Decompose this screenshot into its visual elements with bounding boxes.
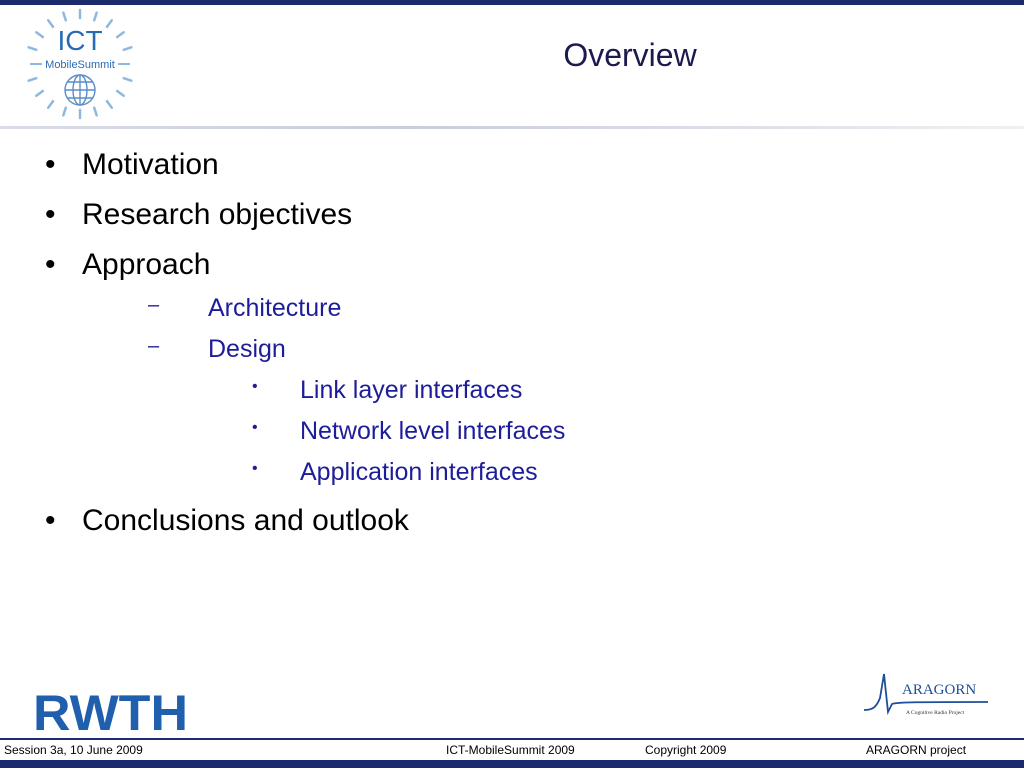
sun-ray	[63, 13, 65, 21]
sun-ray	[29, 78, 37, 80]
list-item-text: Motivation	[82, 148, 219, 181]
sun-ray	[29, 47, 37, 49]
footer-project: ARAGORN project	[866, 743, 967, 757]
bullet-icon: •	[252, 460, 258, 477]
sun-ray	[63, 108, 65, 116]
aragorn-logo	[862, 668, 990, 724]
footer-event: ICT-MobileSummit 2009	[446, 743, 575, 757]
ict-mobilesummit-logo	[20, 8, 140, 123]
footer	[0, 741, 1024, 760]
bottom-bar	[0, 760, 1024, 768]
footer-divider	[0, 738, 1024, 740]
bullet-icon: •	[45, 248, 56, 281]
globe-icon	[65, 75, 95, 105]
sun-ray	[36, 91, 42, 96]
aragorn-tagline-text: A Cognitive Radio Project	[906, 710, 965, 716]
sun-ray	[124, 78, 132, 80]
list-item-text: Approach	[82, 248, 211, 281]
sun-ray	[94, 108, 96, 116]
bullet-icon: •	[45, 198, 56, 231]
sun-ray	[94, 13, 96, 21]
list-subitem-text: Architecture	[208, 294, 342, 322]
list-subsubitem-text: Application interfaces	[300, 458, 538, 486]
list-item-text: Conclusions and outlook	[82, 504, 409, 537]
logo-ict-text: ICT	[57, 25, 103, 56]
sun-ray	[48, 20, 53, 26]
rwth-logo-text: RWTH	[33, 690, 188, 732]
footer-copyright: Copyright 2009	[645, 743, 727, 757]
slide-title: Overview	[563, 37, 697, 73]
rwth-logo	[33, 690, 188, 732]
sun-ray	[107, 20, 112, 26]
header-divider	[0, 126, 1024, 129]
dash-icon: –	[148, 294, 160, 316]
sun-ray	[107, 101, 112, 107]
sun-ray	[124, 47, 132, 49]
sun-ray	[117, 32, 123, 37]
dash-icon: –	[148, 335, 160, 357]
list-subsubitem-text: Link layer interfaces	[300, 376, 523, 404]
sun-ray	[117, 91, 123, 96]
bullet-icon: •	[252, 378, 258, 395]
logo-mobilesummit-text: MobileSummit	[45, 59, 115, 71]
list-subsubitem-text: Network level interfaces	[300, 417, 566, 445]
top-bar	[0, 0, 1024, 5]
list-subitem-text: Design	[208, 335, 286, 363]
bullet-icon: •	[45, 148, 56, 181]
footer-session: Session 3a, 10 June 2009	[4, 743, 143, 757]
sun-ray	[36, 32, 42, 37]
bullet-icon: •	[252, 419, 258, 436]
list-item-text: Research objectives	[82, 198, 353, 231]
sun-ray	[48, 101, 53, 107]
aragorn-name-text: ARAGORN	[902, 682, 977, 698]
bullet-icon: •	[45, 504, 56, 537]
